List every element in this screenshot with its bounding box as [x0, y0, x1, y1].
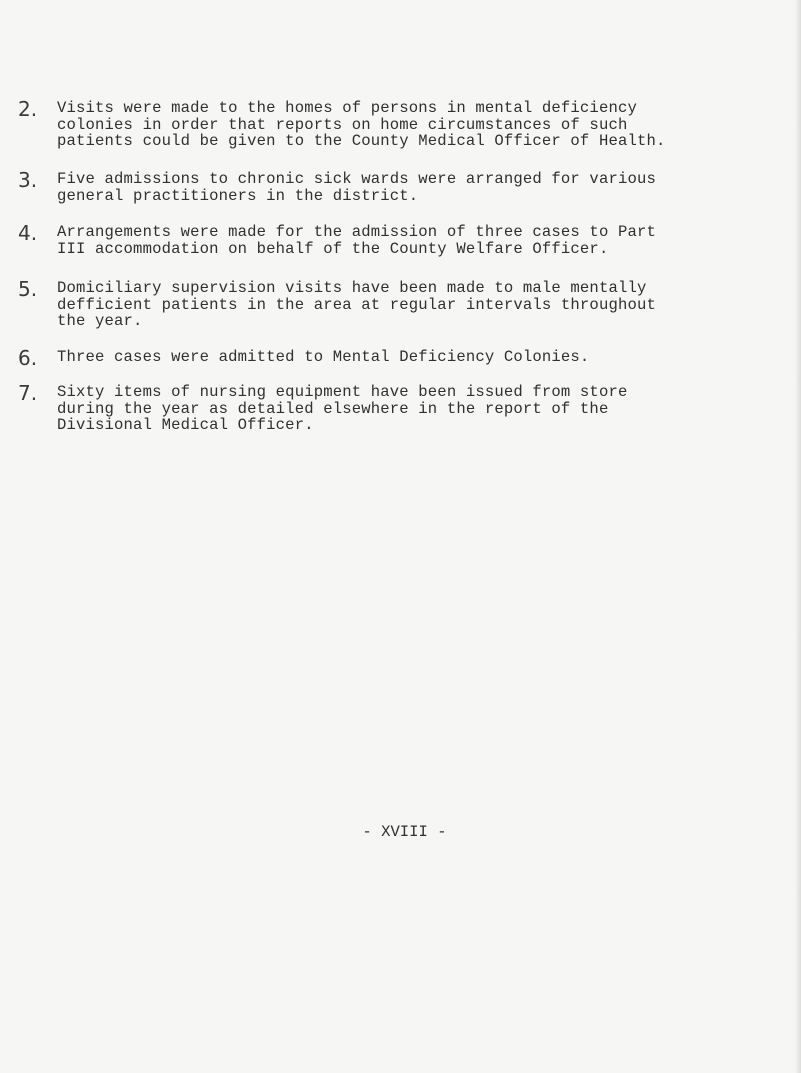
text-line: Domiciliary supervision visits have been made to male mentally [57, 279, 647, 297]
paragraph-text [57, 384, 797, 434]
paragraph-text [57, 171, 797, 204]
text-line: Five admissions to chronic sick wards were arranged for various [57, 170, 656, 188]
paragraph-text [57, 224, 797, 257]
text-line: Sixty items of nursing equipment have been issued from store [57, 383, 628, 401]
text-line: the year. [57, 312, 143, 330]
text-line: Visits were made to the homes of persons in mental deficiency [57, 99, 637, 117]
text-line: Divisional Medical Officer. [57, 416, 314, 434]
paragraph-number: 5. [18, 277, 38, 301]
text-line: general practitioners in the district. [57, 186, 419, 205]
page-number: - XVIII - [362, 823, 447, 841]
text-line: III accommodation on behalf of the County Welfare Officer. [57, 239, 609, 258]
text-line: during the year as detailed elsewhere in the report of the [57, 399, 609, 418]
paragraph-number: 2. [18, 97, 38, 121]
text-line: colonies in order that reports on home circumstances of such [57, 115, 628, 134]
text-line: patients could be given to the County Medical Officer of Health. [57, 132, 666, 150]
paragraph-number: 7. [18, 381, 38, 405]
paragraph-text [57, 349, 797, 366]
paragraph-number: 4. [18, 221, 38, 245]
text-line: defficient patients in the area at regular intervals throughout [57, 295, 656, 314]
paragraph-number: 3. [18, 168, 38, 192]
paragraph-number: 6. [18, 346, 38, 370]
text-line: Three cases were admitted to Mental Deficiency Colonies. [57, 348, 590, 366]
paragraph-text [57, 280, 797, 330]
page-edge-shadow [795, 0, 801, 1073]
text-line: Arrangements were made for the admission of three cases to Part [57, 223, 656, 241]
paragraph-text [57, 100, 797, 150]
